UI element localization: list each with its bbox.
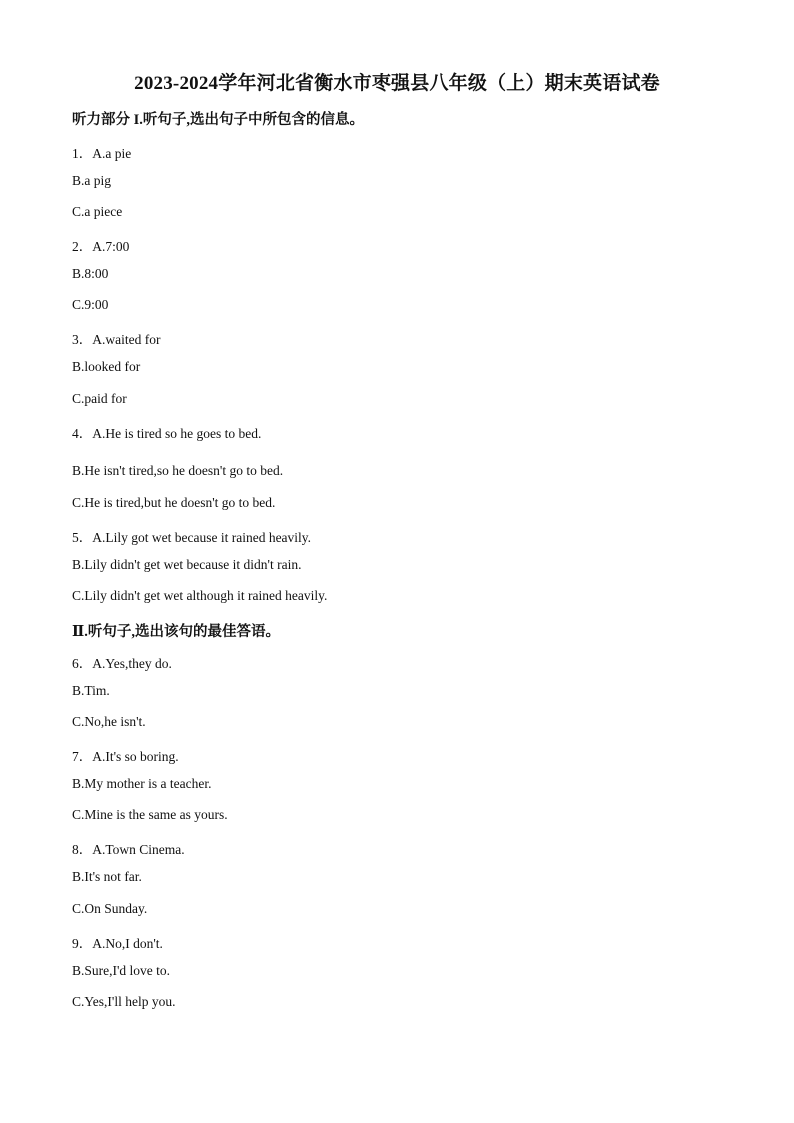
- question-number: 8．: [72, 842, 93, 857]
- section-heading-listening-1: 听力部分 I.听句子,选出句子中所包含的信息。: [72, 112, 365, 128]
- question-3-option-b: B.looked for: [72, 359, 141, 374]
- question-number: 9．: [72, 936, 93, 951]
- option-text: A.He is tired so he goes to bed.: [92, 426, 262, 441]
- question-1-option-a: [72, 142, 131, 162]
- question-3-option-c: C.paid for: [72, 391, 127, 406]
- option-text: A.waited for: [92, 332, 161, 347]
- question-number: 2．: [72, 239, 93, 254]
- question-5-option-c: C.Lily didn't get wet although it rained heavily.: [72, 588, 328, 603]
- question-7-option-b: B.My mother is a teacher.: [72, 776, 212, 791]
- question-5-option-b: B.Lily didn't get wet because it didn't rain.: [72, 557, 302, 572]
- option-text: A.a pie: [92, 146, 132, 161]
- option-text: A.No,I don't.: [92, 936, 163, 951]
- question-4-option-b: B.He isn't tired,so he doesn't go to bed.: [72, 463, 284, 478]
- question-2-option-a: [72, 235, 129, 255]
- option-text: A.7:00: [92, 239, 130, 254]
- question-number: 4．: [72, 426, 93, 441]
- question-8-option-c: C.On Sunday.: [72, 901, 148, 916]
- question-1-option-c: C.a piece: [72, 204, 123, 219]
- question-number: 3．: [72, 332, 93, 347]
- question-9-option-c: C.Yes,I'll help you.: [72, 994, 176, 1009]
- question-8-option-a: [72, 838, 185, 858]
- question-2-option-b: B.8:00: [72, 266, 109, 281]
- question-6-option-a: [72, 652, 172, 672]
- question-number: 7．: [72, 749, 93, 764]
- question-9-option-b: B.Sure,I'd love to.: [72, 963, 171, 978]
- section-heading-listening-2: Ⅱ.听句子,选出该句的最佳答语。: [72, 624, 280, 640]
- question-number: 5．: [72, 530, 93, 545]
- question-number: 6．: [72, 656, 93, 671]
- question-number: 1．: [72, 146, 93, 161]
- question-2-option-c: C.9:00: [72, 297, 109, 312]
- question-6-option-b: B.Tim.: [72, 683, 110, 698]
- option-text: A.Lily got wet because it rained heavily.: [92, 530, 312, 545]
- question-3-option-a: [72, 328, 160, 348]
- option-text: A.It's so boring.: [92, 749, 179, 764]
- question-1-option-b: B.a pig: [72, 173, 111, 188]
- option-text: A.Yes,they do.: [92, 656, 172, 671]
- question-7-option-a: [72, 745, 179, 765]
- question-5-option-a: [72, 526, 311, 546]
- question-9-option-a: [72, 932, 163, 952]
- option-text: A.Town Cinema.: [92, 842, 185, 857]
- page-title: 2023-2024学年河北省衡水市枣强县八年级（上）期末英语试卷: [134, 73, 660, 94]
- question-4-option-a: [72, 422, 261, 442]
- question-6-option-c: C.No,he isn't.: [72, 714, 146, 729]
- question-4-option-c: C.He is tired,but he doesn't go to bed.: [72, 495, 276, 510]
- question-8-option-b: B.It's not far.: [72, 869, 142, 884]
- question-7-option-c: C.Mine is the same as yours.: [72, 807, 228, 822]
